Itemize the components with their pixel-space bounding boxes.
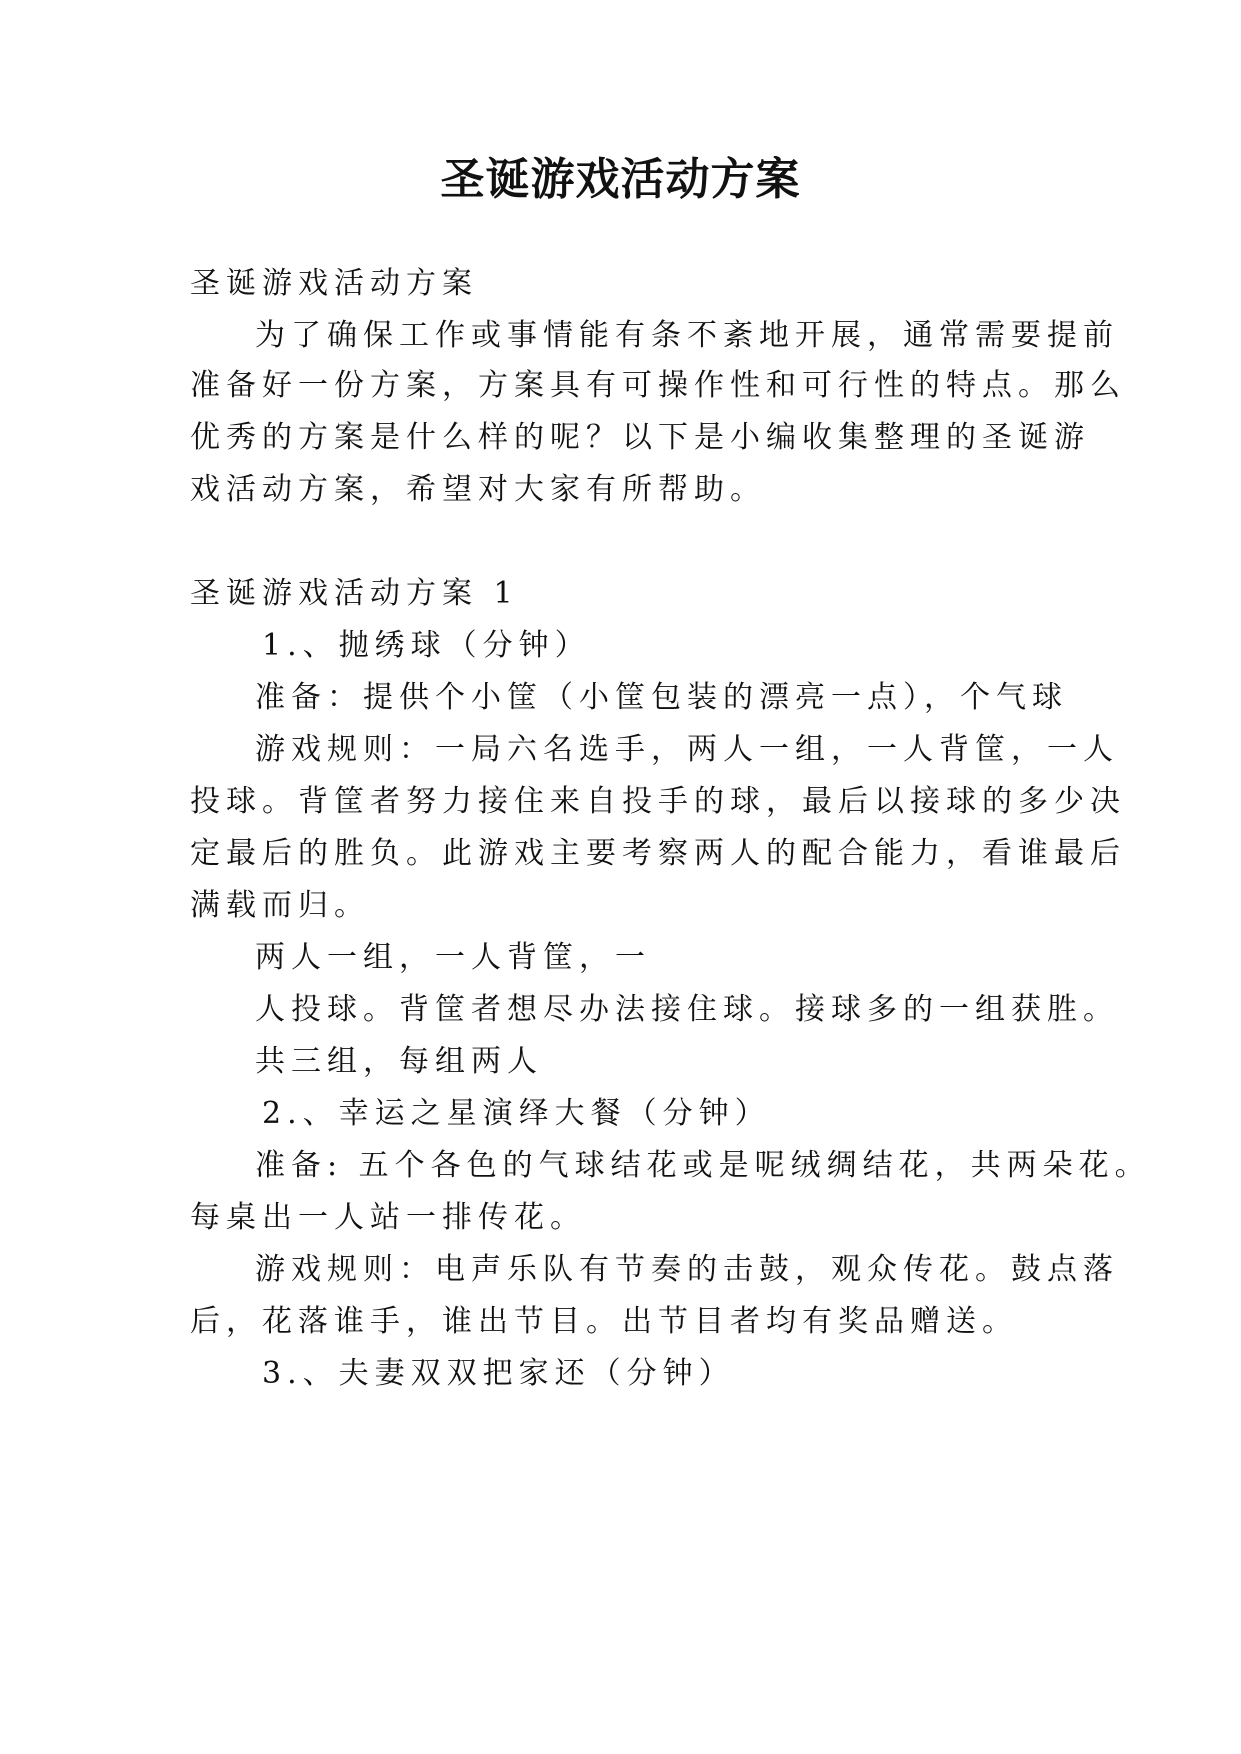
item1-extra-line-1: 两人一组，一人背筐，一 <box>255 940 651 975</box>
intro-line-3: 优秀的方案是什么样的呢？以下是小编收集整理的圣诞游 <box>190 420 1090 455</box>
item1-prep: 准备：提供个小筐（小筐包装的漂亮一点），个气球 <box>255 680 1068 715</box>
item1-rules-line-2: 投球。背筐者努力接住来自投手的球，最后以接球的多少决 <box>190 784 1126 819</box>
item1-rules-line-4: 满载而归。 <box>190 888 370 923</box>
item1-extra-line-2: 人投球。背筐者想尽办法接住球。接球多的一组获胜。 <box>255 992 1119 1027</box>
document-title: 圣诞游戏活动方案 <box>440 154 801 205</box>
section-heading: 圣诞游戏活动方案 1 <box>190 576 519 611</box>
item2-heading: 2.、幸运之星演绎大餐（分钟） <box>262 1096 771 1131</box>
item1-extra-line-3: 共三组，每组两人 <box>255 1044 543 1079</box>
item3-heading: 3.、夫妻双双把家还（分钟） <box>262 1356 735 1391</box>
intro-line-2: 准备好一份方案，方案具有可操作性和可行性的特点。那么 <box>190 368 1126 403</box>
intro-line-1: 为了确保工作或事情能有条不紊地开展，通常需要提前 <box>255 318 1119 353</box>
item1-rules-line-1: 游戏规则：一局六名选手，两人一组，一人背筐，一人 <box>255 732 1119 767</box>
item2-prep-line-1: 准备: 五个各色的气球结花或是呢绒绸结花，共两朵花。 <box>255 1148 1151 1183</box>
subtitle: 圣诞游戏活动方案 <box>190 266 478 301</box>
item2-rules-line-2: 后，花落谁手，谁出节目。出节目者均有奖品赠送。 <box>190 1304 1018 1339</box>
intro-line-4: 戏活动方案，希望对大家有所帮助。 <box>190 472 766 507</box>
item2-prep-line-2: 每桌出一人站一排传花。 <box>190 1200 586 1235</box>
item2-rules-line-1: 游戏规则：电声乐队有节奏的击鼓，观众传花。鼓点落 <box>255 1252 1119 1287</box>
item1-heading: 1.、抛绣球（分钟） <box>262 628 591 663</box>
item1-rules-line-3: 定最后的胜负。此游戏主要考察两人的配合能力，看谁最后 <box>190 836 1126 871</box>
